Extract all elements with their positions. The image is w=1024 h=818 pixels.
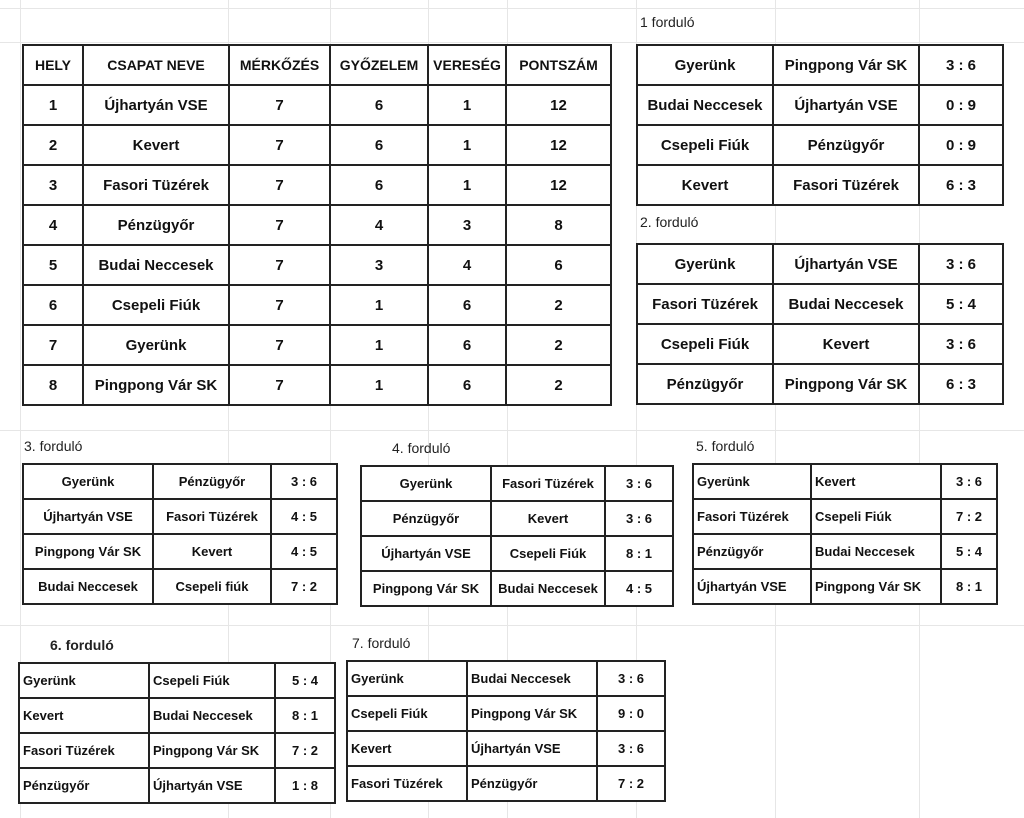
team-name-cell[interactable]: Pénzügyőr bbox=[83, 205, 229, 245]
score-cell[interactable]: 6 : 3 bbox=[919, 165, 1003, 205]
stat-cell[interactable]: 8 bbox=[23, 365, 83, 405]
score-cell[interactable]: 8 : 1 bbox=[275, 698, 335, 733]
team-name-cell[interactable]: Újhartyán VSE bbox=[83, 85, 229, 125]
standings-table bbox=[22, 44, 612, 406]
home-team-cell[interactable]: Budai Neccesek bbox=[637, 85, 773, 125]
stat-cell[interactable]: 2 bbox=[506, 365, 611, 405]
score-cell[interactable]: 7 : 2 bbox=[941, 499, 997, 534]
match-row bbox=[19, 698, 335, 733]
round-1-table bbox=[636, 44, 1004, 206]
home-team-cell[interactable]: Újhartyán VSE bbox=[693, 569, 811, 604]
team-name-cell[interactable]: Fasori Tüzérek bbox=[83, 165, 229, 205]
away-team-cell[interactable]: Pingpong Vár SK bbox=[149, 733, 275, 768]
table-row bbox=[23, 245, 611, 285]
score-cell[interactable]: 3 : 6 bbox=[597, 731, 665, 766]
stat-cell[interactable]: 5 bbox=[23, 245, 83, 285]
match-row bbox=[23, 534, 337, 569]
score-cell[interactable]: 5 : 4 bbox=[941, 534, 997, 569]
home-team-cell[interactable]: Pénzügyőr bbox=[693, 534, 811, 569]
stat-cell[interactable]: 4 bbox=[428, 245, 506, 285]
home-team-cell[interactable]: Gyerünk bbox=[637, 45, 773, 85]
header-cell[interactable]: CSAPAT NEVE bbox=[83, 45, 229, 85]
round-2-table bbox=[636, 243, 1004, 405]
match-row bbox=[23, 569, 337, 604]
gridline bbox=[0, 430, 1024, 431]
score-cell[interactable]: 3 : 6 bbox=[941, 464, 997, 499]
score-cell[interactable]: 0 : 9 bbox=[919, 85, 1003, 125]
score-cell[interactable]: 3 : 6 bbox=[271, 464, 337, 499]
stat-cell[interactable]: 2 bbox=[23, 125, 83, 165]
match-row bbox=[347, 661, 665, 696]
home-team-cell[interactable]: Gyerünk bbox=[347, 661, 467, 696]
away-team-cell[interactable]: Csepeli Fiúk bbox=[491, 536, 605, 571]
stat-cell[interactable]: 7 bbox=[229, 365, 330, 405]
match-row bbox=[23, 464, 337, 499]
match-row bbox=[361, 501, 673, 536]
team-name-cell[interactable]: Gyerünk bbox=[83, 325, 229, 365]
score-cell[interactable]: 3 : 6 bbox=[605, 501, 673, 536]
score-cell[interactable]: 7 : 2 bbox=[275, 733, 335, 768]
away-team-cell[interactable]: Csepeli Fiúk bbox=[149, 663, 275, 698]
score-cell[interactable]: 8 : 1 bbox=[605, 536, 673, 571]
stat-cell[interactable]: 1 bbox=[23, 85, 83, 125]
home-team-cell[interactable]: Fasori Tüzérek bbox=[693, 499, 811, 534]
away-team-cell[interactable]: Újhartyán VSE bbox=[773, 244, 919, 284]
home-team-cell[interactable]: Pénzügyőr bbox=[361, 501, 491, 536]
home-team-cell[interactable]: Gyerünk bbox=[23, 464, 153, 499]
round-3-table bbox=[22, 463, 338, 605]
match-row bbox=[637, 125, 1003, 165]
table-row bbox=[23, 165, 611, 205]
header-cell[interactable]: PONTSZÁM bbox=[506, 45, 611, 85]
match-row bbox=[347, 766, 665, 801]
round-6-table bbox=[18, 662, 336, 804]
match-row bbox=[637, 364, 1003, 404]
match-row bbox=[693, 499, 997, 534]
home-team-cell[interactable]: Csepeli Fiúk bbox=[637, 324, 773, 364]
away-team-cell[interactable]: Kevert bbox=[153, 534, 271, 569]
home-team-cell[interactable]: Gyerünk bbox=[637, 244, 773, 284]
stat-cell[interactable]: 4 bbox=[23, 205, 83, 245]
away-team-cell[interactable]: Pénzügyőr bbox=[467, 766, 597, 801]
match-row bbox=[693, 569, 997, 604]
stat-cell[interactable]: 4 bbox=[330, 205, 428, 245]
match-row bbox=[19, 733, 335, 768]
stat-cell[interactable]: 1 bbox=[428, 125, 506, 165]
stat-cell[interactable]: 1 bbox=[330, 365, 428, 405]
home-team-cell[interactable]: Újhartyán VSE bbox=[361, 536, 491, 571]
stat-cell[interactable]: 1 bbox=[330, 285, 428, 325]
away-team-cell[interactable]: Újhartyán VSE bbox=[773, 85, 919, 125]
home-team-cell[interactable]: Pénzügyőr bbox=[19, 768, 149, 803]
away-team-cell[interactable]: Budai Neccesek bbox=[149, 698, 275, 733]
team-name-cell[interactable]: Pingpong Vár SK bbox=[83, 365, 229, 405]
round-5-table bbox=[692, 463, 998, 605]
score-cell[interactable]: 3 : 6 bbox=[919, 45, 1003, 85]
match-row bbox=[347, 731, 665, 766]
stat-cell[interactable]: 7 bbox=[229, 85, 330, 125]
away-team-cell[interactable]: Pénzügyőr bbox=[153, 464, 271, 499]
stat-cell[interactable]: 3 bbox=[23, 165, 83, 205]
score-cell[interactable]: 4 : 5 bbox=[605, 571, 673, 606]
away-team-cell[interactable]: Csepeli fiúk bbox=[153, 569, 271, 604]
stat-cell[interactable]: 1 bbox=[428, 165, 506, 205]
stat-cell[interactable]: 6 bbox=[506, 245, 611, 285]
round-title: 1 forduló bbox=[640, 14, 695, 30]
away-team-cell[interactable]: Pénzügyőr bbox=[773, 125, 919, 165]
away-team-cell[interactable]: Pingpong Vár SK bbox=[811, 569, 941, 604]
match-row bbox=[693, 464, 997, 499]
table-row bbox=[23, 125, 611, 165]
home-team-cell[interactable]: Fasori Tüzérek bbox=[637, 284, 773, 324]
home-team-cell[interactable]: Fasori Tüzérek bbox=[347, 766, 467, 801]
team-name-cell[interactable]: Csepeli Fiúk bbox=[83, 285, 229, 325]
score-cell[interactable]: 3 : 6 bbox=[597, 661, 665, 696]
home-team-cell[interactable]: Pingpong Vár SK bbox=[23, 534, 153, 569]
home-team-cell[interactable]: Kevert bbox=[19, 698, 149, 733]
away-team-cell[interactable]: Pingpong Vár SK bbox=[773, 45, 919, 85]
home-team-cell[interactable]: Fasori Tüzérek bbox=[19, 733, 149, 768]
gridline bbox=[0, 625, 1024, 626]
header-cell[interactable]: MÉRKŐZÉS bbox=[229, 45, 330, 85]
away-team-cell[interactable]: Fasori Tüzérek bbox=[773, 165, 919, 205]
score-cell[interactable]: 9 : 0 bbox=[597, 696, 665, 731]
gridline bbox=[0, 42, 1024, 43]
home-team-cell[interactable]: Pingpong Vár SK bbox=[361, 571, 491, 606]
home-team-cell[interactable]: Pénzügyőr bbox=[637, 364, 773, 404]
match-row bbox=[637, 244, 1003, 284]
score-cell[interactable]: 7 : 2 bbox=[271, 569, 337, 604]
table-row bbox=[23, 325, 611, 365]
home-team-cell[interactable]: Budai Neccesek bbox=[23, 569, 153, 604]
away-team-cell[interactable]: Fasori Tüzérek bbox=[491, 466, 605, 501]
stat-cell[interactable]: 6 bbox=[428, 365, 506, 405]
away-team-cell[interactable]: Pingpong Vár SK bbox=[467, 696, 597, 731]
away-team-cell[interactable]: Budai Neccesek bbox=[773, 284, 919, 324]
stat-cell[interactable]: 7 bbox=[229, 125, 330, 165]
match-row bbox=[19, 768, 335, 803]
match-row bbox=[347, 696, 665, 731]
stat-cell[interactable]: 2 bbox=[506, 285, 611, 325]
match-row bbox=[637, 165, 1003, 205]
stat-cell[interactable]: 12 bbox=[506, 165, 611, 205]
score-cell[interactable]: 5 : 4 bbox=[919, 284, 1003, 324]
home-team-cell[interactable]: Kevert bbox=[637, 165, 773, 205]
stat-cell[interactable]: 8 bbox=[506, 205, 611, 245]
stat-cell[interactable]: 7 bbox=[229, 165, 330, 205]
team-name-cell[interactable]: Budai Neccesek bbox=[83, 245, 229, 285]
stat-cell[interactable]: 6 bbox=[330, 125, 428, 165]
score-cell[interactable]: 5 : 4 bbox=[275, 663, 335, 698]
away-team-cell[interactable]: Kevert bbox=[773, 324, 919, 364]
table-row bbox=[23, 205, 611, 245]
home-team-cell[interactable]: Gyerünk bbox=[693, 464, 811, 499]
stat-cell[interactable]: 7 bbox=[229, 205, 330, 245]
home-team-cell[interactable]: Csepeli Fiúk bbox=[347, 696, 467, 731]
score-cell[interactable]: 1 : 8 bbox=[275, 768, 335, 803]
match-row bbox=[637, 324, 1003, 364]
stat-cell[interactable]: 2 bbox=[506, 325, 611, 365]
round-title: 7. forduló bbox=[352, 635, 411, 651]
header-cell[interactable]: HELY bbox=[23, 45, 83, 85]
home-team-cell[interactable]: Gyerünk bbox=[19, 663, 149, 698]
round-title: 3. forduló bbox=[24, 438, 83, 454]
away-team-cell[interactable]: Fasori Tüzérek bbox=[153, 499, 271, 534]
stat-cell[interactable]: 6 bbox=[23, 285, 83, 325]
stat-cell[interactable]: 6 bbox=[330, 85, 428, 125]
stat-cell[interactable]: 7 bbox=[229, 285, 330, 325]
away-team-cell[interactable]: Újhartyán VSE bbox=[149, 768, 275, 803]
round-4-table bbox=[360, 465, 674, 607]
round-title: 6. forduló bbox=[50, 637, 114, 653]
match-row bbox=[361, 536, 673, 571]
stat-cell[interactable]: 6 bbox=[330, 165, 428, 205]
score-cell[interactable]: 4 : 5 bbox=[271, 534, 337, 569]
stat-cell[interactable]: 12 bbox=[506, 125, 611, 165]
match-row bbox=[23, 499, 337, 534]
stat-cell[interactable]: 3 bbox=[330, 245, 428, 285]
stat-cell[interactable]: 6 bbox=[428, 325, 506, 365]
match-row bbox=[637, 45, 1003, 85]
stat-cell[interactable]: 1 bbox=[428, 85, 506, 125]
score-cell[interactable]: 6 : 3 bbox=[919, 364, 1003, 404]
stat-cell[interactable]: 6 bbox=[428, 285, 506, 325]
team-name-cell[interactable]: Kevert bbox=[83, 125, 229, 165]
away-team-cell[interactable]: Kevert bbox=[491, 501, 605, 536]
score-cell[interactable]: 7 : 2 bbox=[597, 766, 665, 801]
home-team-cell[interactable]: Újhartyán VSE bbox=[23, 499, 153, 534]
round-title: 2. forduló bbox=[640, 214, 699, 230]
match-row bbox=[361, 466, 673, 501]
away-team-cell[interactable]: Újhartyán VSE bbox=[467, 731, 597, 766]
score-cell[interactable]: 8 : 1 bbox=[941, 569, 997, 604]
table-row bbox=[23, 285, 611, 325]
away-team-cell[interactable]: Budai Neccesek bbox=[811, 534, 941, 569]
stat-cell[interactable]: 1 bbox=[330, 325, 428, 365]
match-row bbox=[361, 571, 673, 606]
score-cell[interactable]: 3 : 6 bbox=[919, 324, 1003, 364]
table-row bbox=[23, 85, 611, 125]
round-title: 5. forduló bbox=[696, 438, 755, 454]
away-team-cell[interactable]: Pingpong Vár SK bbox=[773, 364, 919, 404]
table-row bbox=[23, 365, 611, 405]
stat-cell[interactable]: 7 bbox=[23, 325, 83, 365]
header-cell[interactable]: GYŐZELEM bbox=[330, 45, 428, 85]
away-team-cell[interactable]: Budai Neccesek bbox=[491, 571, 605, 606]
match-row bbox=[693, 534, 997, 569]
home-team-cell[interactable]: Csepeli Fiúk bbox=[637, 125, 773, 165]
score-cell[interactable]: 4 : 5 bbox=[271, 499, 337, 534]
standings-header-row bbox=[23, 45, 611, 85]
round-7-table bbox=[346, 660, 666, 802]
home-team-cell[interactable]: Kevert bbox=[347, 731, 467, 766]
away-team-cell[interactable]: Kevert bbox=[811, 464, 941, 499]
away-team-cell[interactable]: Budai Neccesek bbox=[467, 661, 597, 696]
score-cell[interactable]: 3 : 6 bbox=[919, 244, 1003, 284]
match-row bbox=[637, 85, 1003, 125]
match-row bbox=[19, 663, 335, 698]
score-cell[interactable]: 0 : 9 bbox=[919, 125, 1003, 165]
stat-cell[interactable]: 7 bbox=[229, 245, 330, 285]
stat-cell[interactable]: 3 bbox=[428, 205, 506, 245]
home-team-cell[interactable]: Gyerünk bbox=[361, 466, 491, 501]
stat-cell[interactable]: 7 bbox=[229, 325, 330, 365]
round-title: 4. forduló bbox=[392, 440, 451, 456]
away-team-cell[interactable]: Csepeli Fiúk bbox=[811, 499, 941, 534]
score-cell[interactable]: 3 : 6 bbox=[605, 466, 673, 501]
stat-cell[interactable]: 12 bbox=[506, 85, 611, 125]
gridline bbox=[0, 8, 1024, 9]
match-row bbox=[637, 284, 1003, 324]
header-cell[interactable]: VERESÉG bbox=[428, 45, 506, 85]
